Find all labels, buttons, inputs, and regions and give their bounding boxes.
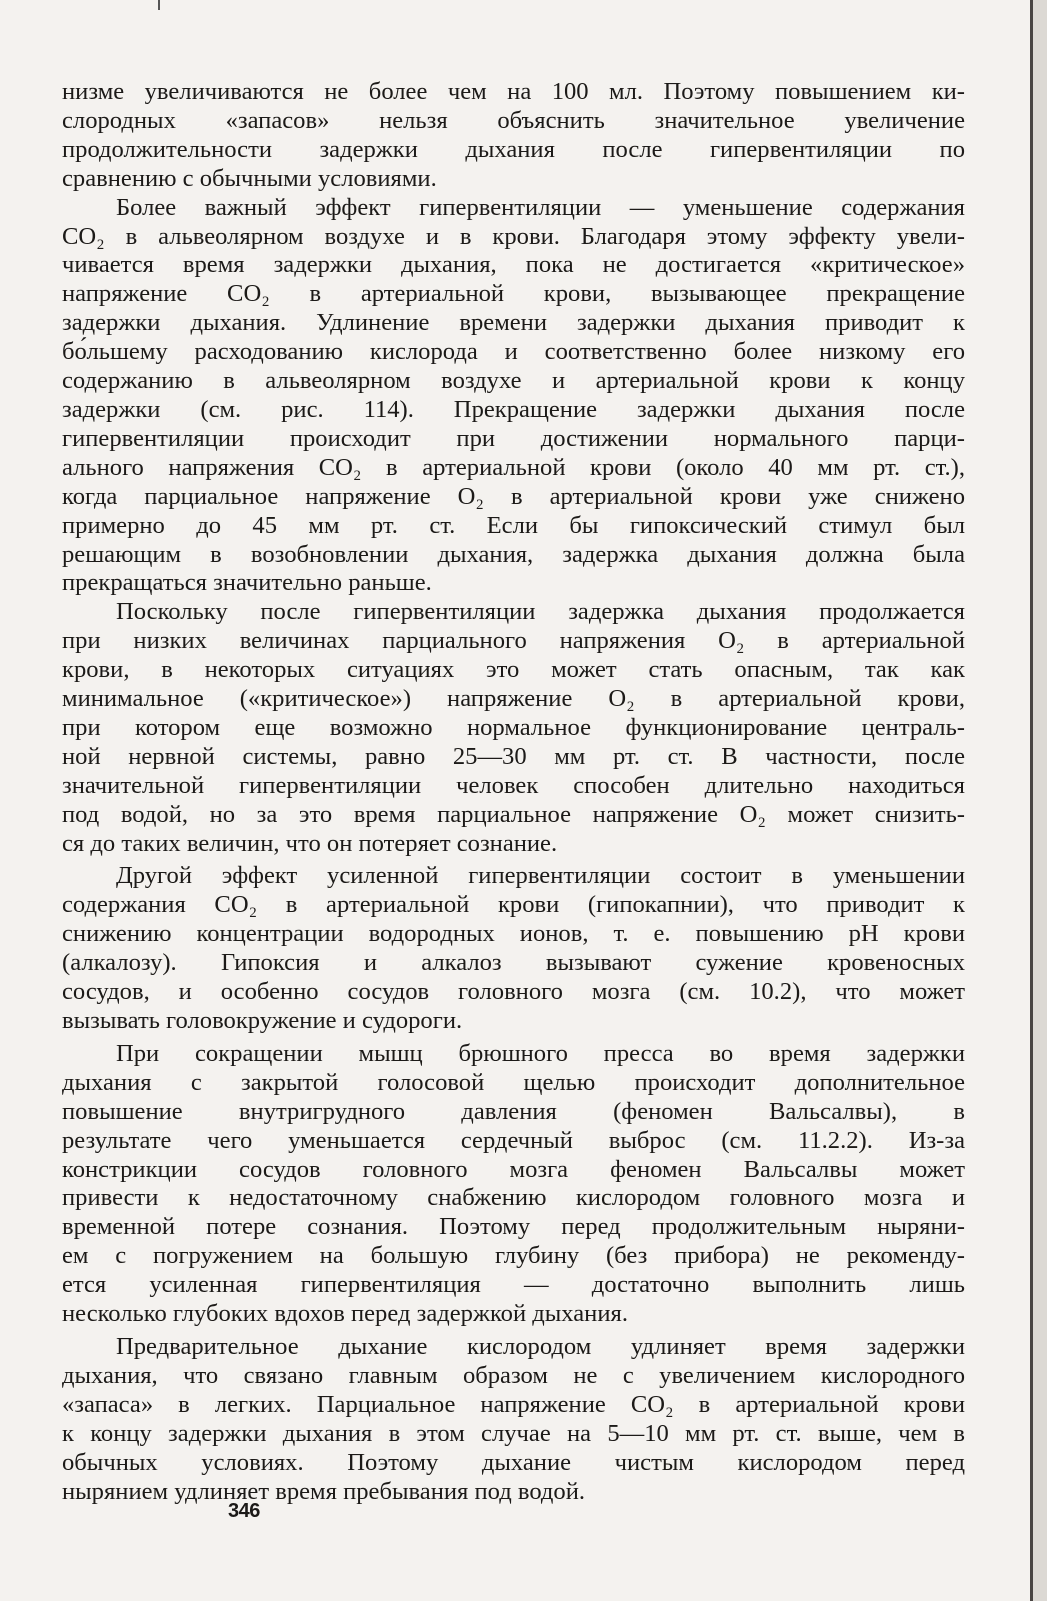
paragraph	[62, 598, 965, 858]
text-line: ной нервной системы, равно 25—30 мм рт. ст. В частности, после	[62, 742, 965, 770]
text-line: дыхания, что связано главным образом не с увеличением кислородного	[62, 1361, 965, 1389]
text-line: сравнению с обычными условиями.	[62, 164, 437, 192]
page-edge-shadow	[1033, 0, 1047, 1601]
text-line: Более важный эффект гипервентиляции — уменьшение содержания	[116, 193, 965, 221]
text-line: чивается время задержки дыхания, пока не достигается «критическое»	[62, 251, 965, 279]
text-line: результате чего уменьшается сердечный выброс (см. 11.2.2). Из-за	[62, 1126, 965, 1154]
text-line: прекращаться значительно раньше.	[62, 569, 432, 597]
text-line: Предварительное дыхание кислородом удлиняет время задержки	[116, 1332, 965, 1360]
text-line: снижению концентрации водородных ионов, т. е. повышению рН крови	[62, 920, 965, 948]
text-line: ется усиленная гипервентиляция — достаточно выполнить лишь	[62, 1271, 965, 1299]
text-line: крови, в некоторых ситуациях это может стать опасным, так как	[62, 656, 965, 684]
scan-mark	[158, 0, 160, 10]
paragraph	[62, 1040, 965, 1329]
paragraph	[62, 1333, 965, 1506]
text-line: При сокращении мышц брюшного пресса во время задержки	[116, 1039, 965, 1067]
text-line: при котором еще возможно нормальное функционирование централь-	[62, 713, 965, 741]
text-line: значительной гипервентиляции человек способен длительно находиться	[62, 771, 965, 799]
body-text	[62, 78, 965, 1506]
text-line: Другой эффект усиленной гипервентиляции состоит в уменьшении	[116, 862, 965, 890]
text-line: сосудов, и особенно сосудов головного мозга (см. 10.2), что может	[62, 978, 965, 1006]
paragraph	[62, 862, 965, 1035]
text-line: вызывать головокружение и судороги.	[62, 1007, 463, 1034]
text-line: минимальное («критическое») напряжение О₂ в артериальной крови,	[62, 685, 965, 713]
page-number: 346	[228, 1500, 260, 1522]
text-line: бо́льшему расходованию кислорода и соответственно более низкому его	[62, 338, 965, 366]
text-line: когда парциальное напряжение О₂ в артериальной крови уже снижено	[62, 482, 965, 510]
text-line: временной потере сознания. Поэтому перед продолжительным ныряни-	[62, 1213, 965, 1241]
text-line: (алкалозу). Гипоксия и алкалоз вызывают сужение кровеносных	[62, 949, 965, 977]
text-line: гипервентиляции происходит при достижении нормального парци-	[62, 424, 965, 452]
text-line: «запаса» в легких. Парциальное напряжение СО₂ в артериальной крови	[62, 1390, 965, 1418]
paragraph	[62, 78, 965, 194]
text-line: слородных «запасов» нельзя объяснить значительное увеличение	[62, 106, 965, 134]
text-line: низме увеличиваются не более чем на 100 мл. Поэтому повышением ки-	[62, 78, 965, 105]
text-line: ся до таких величин, что он потеряет сознание.	[62, 829, 558, 857]
text-line: Поскольку после гипервентиляции задержка дыхания продолжается	[116, 598, 965, 626]
text-line: привести к недостаточному снабжению кислородом головного мозга и	[62, 1184, 965, 1212]
text-line: ем с погружением на большую глубину (без прибора) не рекоменду-	[62, 1242, 965, 1270]
text-line: дыхания с закрытой голосовой щелью происходит дополнительное	[62, 1068, 965, 1096]
text-line: содержания СО₂ в артериальной крови (гипокапнии), что приводит к	[62, 891, 965, 919]
text-line: задержки (см. рис. 114). Прекращение задержки дыхания после	[62, 395, 965, 423]
text-line: несколько глубоких вдохов перед задержкой дыхания.	[62, 1300, 628, 1328]
paragraph	[62, 194, 965, 599]
text-line: под водой, но за это время парциальное напряжение О₂ может снизить-	[62, 800, 965, 828]
text-line: СО₂ в альвеолярном воздухе и в крови. Благодаря этому эффекту увели-	[62, 222, 965, 250]
text-line: к концу задержки дыхания в этом случае на 5—10 мм рт. ст. выше, чем в	[62, 1419, 965, 1447]
text-line: задержки дыхания. Удлинение времени задержки дыхания приводит к	[62, 309, 965, 337]
text-line: примерно до 45 мм рт. ст. Если бы гипоксический стимул был	[62, 511, 965, 539]
text-line: напряжение СО₂ в артериальной крови, вызывающее прекращение	[62, 280, 965, 308]
text-line: повышение внутригрудного давления (феномен Вальсалвы), в	[62, 1097, 965, 1125]
text-line: обычных условиях. Поэтому дыхание чистым кислородом перед	[62, 1448, 965, 1476]
text-line: ального напряжения СО₂ в артериальной крови (около 40 мм рт. ст.),	[62, 453, 965, 481]
text-line: при низких величинах парциального напряжения О₂ в артериальной	[62, 627, 965, 655]
text-line: констрикции сосудов головного мозга феномен Вальсалвы может	[62, 1155, 965, 1183]
text-line: нырянием удлиняет время пребывания под водой.	[62, 1477, 586, 1505]
text-line: продолжительности задержки дыхания после гипервентиляции по	[62, 135, 965, 163]
text-line: решающим в возобновлении дыхания, задержка дыхания должна была	[62, 540, 965, 568]
text-line: содержанию в альвеолярном воздухе и артериальной крови к концу	[62, 367, 965, 395]
